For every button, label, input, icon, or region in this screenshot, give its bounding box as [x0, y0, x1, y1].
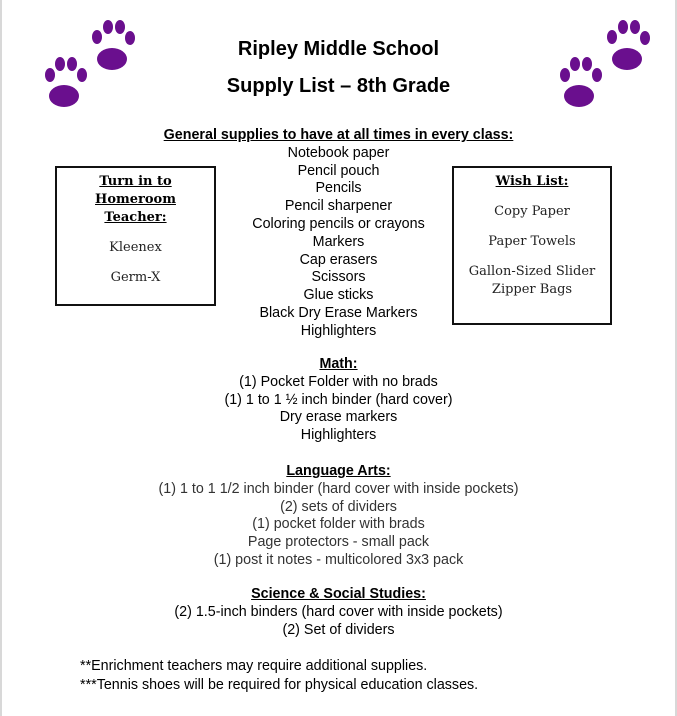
list-item: Dry erase markers — [279, 409, 398, 426]
homeroom-heading-line: Homeroom — [95, 192, 176, 207]
list-item: (1) post it notes - multicolored 3x3 pack — [213, 551, 464, 568]
homeroom-item: Germ-X — [110, 270, 161, 285]
wish-list-heading: Wish List: — [495, 174, 569, 189]
homeroom-box — [55, 166, 216, 306]
footnotes — [80, 657, 478, 695]
list-item: (1) 1 to 1 1/2 inch binder (hard cover with inside pockets) — [158, 480, 519, 497]
footnote: **Enrichment teachers may require additional supplies. — [80, 658, 428, 674]
language-arts-heading: Language Arts: — [286, 463, 391, 479]
list-item: Pencils — [315, 180, 362, 197]
language-arts-section — [0, 463, 677, 570]
paw-print-icon-left — [42, 14, 142, 114]
list-item: (2) sets of dividers — [280, 498, 397, 515]
list-item: Coloring pencils or crayons — [252, 215, 425, 232]
math-heading: Math: — [319, 356, 358, 372]
list-item: Notebook paper — [287, 144, 390, 161]
list-item: Highlighters — [300, 322, 377, 339]
list-item: (1) pocket folder with brads — [252, 516, 425, 533]
list-item: Glue sticks — [303, 287, 374, 304]
footnote: ***Tennis shoes will be required for physical education classes. — [80, 677, 479, 693]
list-item: Cap erasers — [299, 251, 378, 268]
list-item: Pencil pouch — [297, 162, 380, 179]
paw-print-icon-right — [557, 14, 657, 114]
wish-list-item: Paper Towels — [488, 234, 576, 249]
homeroom-heading-line: Teacher: — [104, 210, 167, 225]
general-supplies-heading: General supplies to have at all times in every class: — [163, 127, 514, 143]
list-item: Black Dry Erase Markers — [259, 304, 418, 321]
science-social-heading: Science & Social Studies: — [251, 586, 426, 602]
list-item: (2) 1.5-inch binders (hard cover with inside pockets) — [174, 603, 503, 620]
homeroom-heading-line: Turn in to — [99, 174, 172, 189]
list-item: Page protectors - small pack — [247, 534, 430, 551]
list-item: (2) Set of dividers — [282, 621, 395, 638]
list-item: Scissors — [311, 269, 366, 286]
science-social-section — [0, 586, 677, 639]
list-item: (1) Pocket Folder with no brads — [239, 373, 438, 390]
school-name: Ripley Middle School — [237, 38, 440, 60]
list-item: Highlighters — [300, 427, 377, 444]
page-title: Supply List – 8th Grade — [226, 75, 451, 97]
list-item: (1) 1 to 1 ½ inch binder (hard cover) — [224, 391, 453, 408]
list-item: Pencil sharpener — [284, 198, 393, 215]
math-section — [0, 356, 677, 445]
list-item: Markers — [312, 233, 365, 250]
wish-list-box — [452, 166, 612, 325]
wish-list-item-line: Zipper Bags — [491, 282, 573, 297]
homeroom-item: Kleenex — [109, 240, 162, 255]
wish-list-item-line: Gallon-Sized Slider — [468, 264, 596, 279]
wish-list-item: Copy Paper — [494, 204, 570, 219]
